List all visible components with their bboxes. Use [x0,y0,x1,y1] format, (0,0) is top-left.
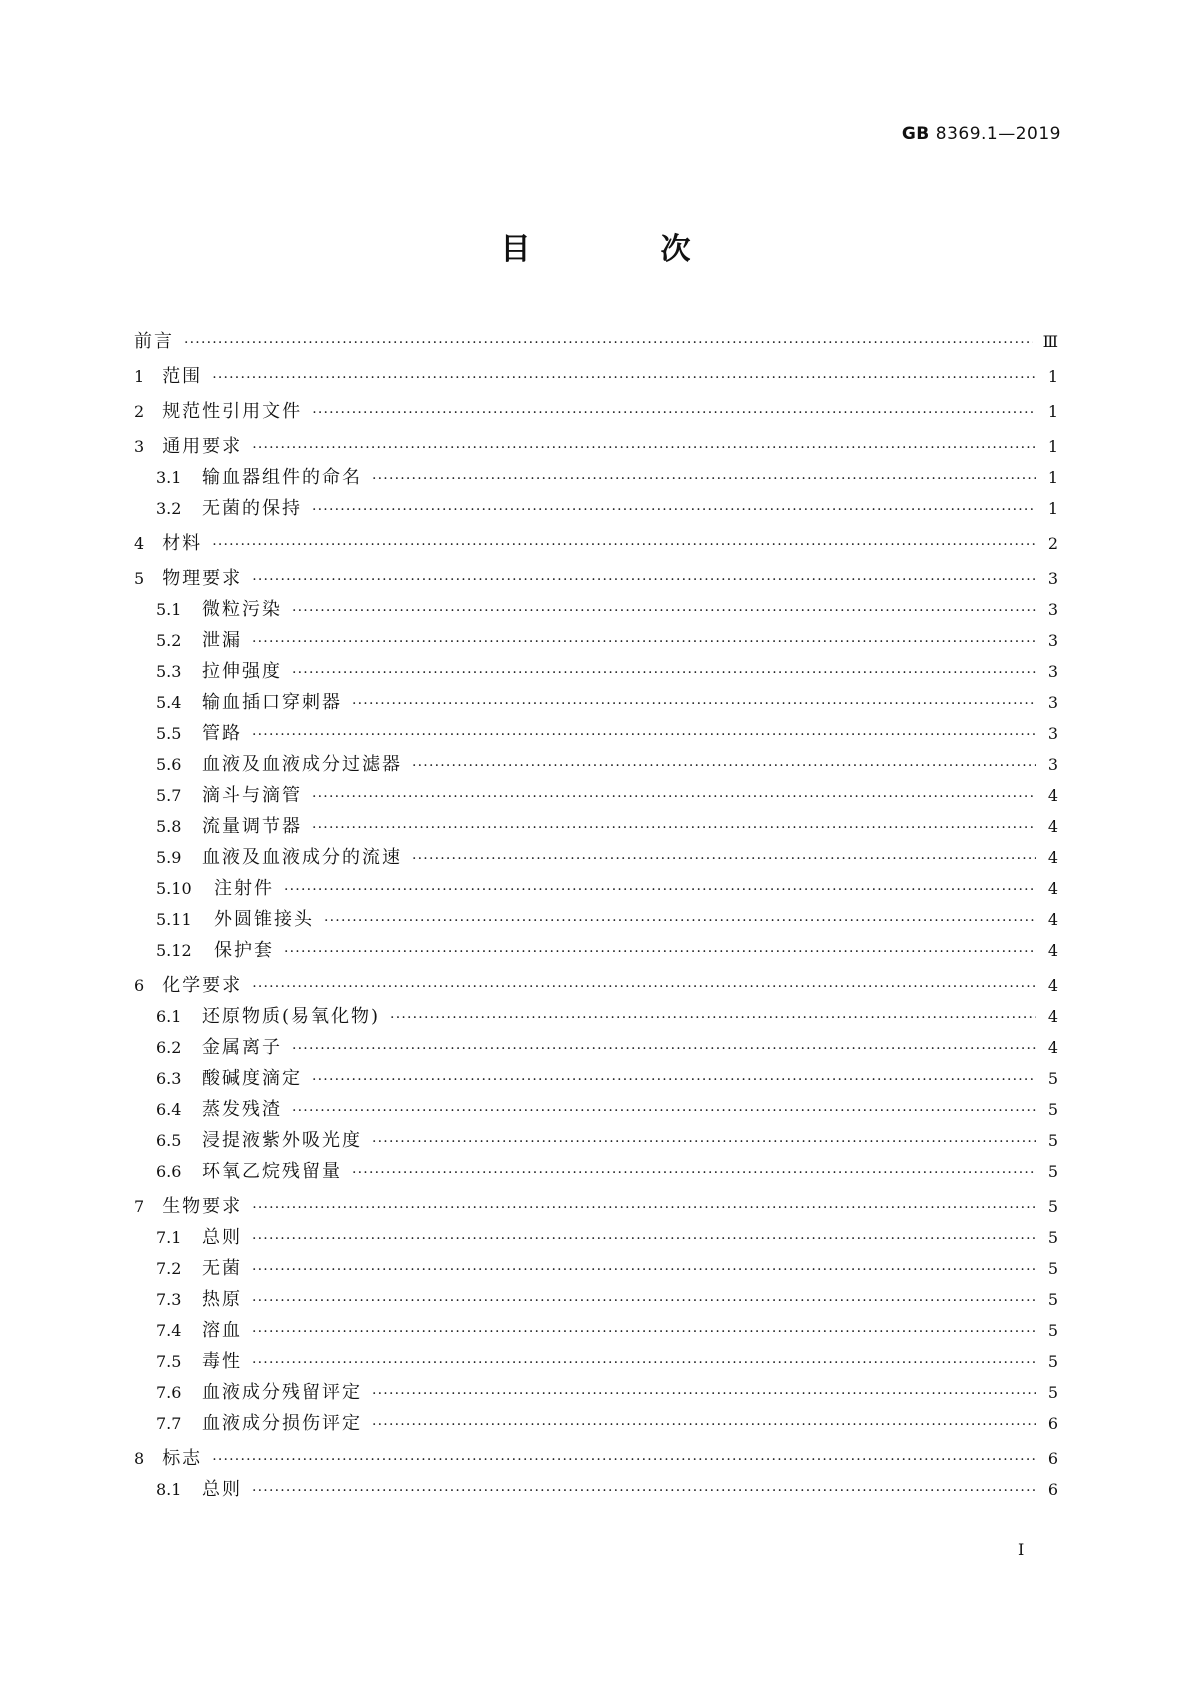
toc-leader-dots [252,565,1036,596]
toc-entry-5-7[interactable] [134,780,1058,811]
toc-entry-page: 5 [1047,1131,1058,1150]
toc-entry-page: 1 [1047,499,1058,518]
toc-entry-number: 6.3 [156,1069,182,1088]
toc-entry-5-6[interactable] [134,749,1058,780]
toc-leader-dots [252,433,1036,464]
toc-entry-number: 5.9 [156,848,182,867]
toc-entry-5-12[interactable] [134,935,1058,966]
toc-entry-number: 5.5 [156,724,182,743]
toc-entry-page: 3 [1047,693,1058,712]
toc-entry-number: 8 [134,1449,145,1468]
toc-entry-6-4[interactable] [134,1094,1058,1125]
table-of-contents [134,326,1058,1505]
toc-entry-7-6[interactable] [134,1377,1058,1408]
toc-leader-dots [372,1379,1036,1410]
toc-entry-label: 生物要求 [162,1196,243,1217]
toc-entry-7-7[interactable] [134,1408,1058,1439]
toc-entry-page: 5 [1047,1162,1058,1181]
toc-entry-5-11[interactable] [134,904,1058,935]
toc-entry-6-1[interactable] [134,1001,1058,1032]
toc-entry-number: 6.6 [156,1162,182,1181]
toc-entry-page: 5 [1047,1290,1058,1309]
toc-entry-number: 7.5 [156,1352,182,1371]
toc-entry-number: 5.3 [156,662,182,681]
toc-entry-label: 还原物质(易氧化物) [202,1006,381,1027]
toc-leader-dots [284,875,1036,906]
toc-entry-number: 5 [134,569,145,588]
toc-entry-page: 6 [1047,1449,1058,1468]
toc-entry-7-5[interactable] [134,1346,1058,1377]
toc-leader-dots [324,906,1036,937]
toc-leader-dots [412,751,1036,782]
toc-leader-dots [252,1193,1036,1224]
toc-entry-page: 5 [1047,1069,1058,1088]
toc-entry-number: 4 [134,534,145,553]
toc-entry-5-5[interactable] [134,718,1058,749]
page-title: 目 次 [500,232,741,267]
toc-entry-preface[interactable] [134,326,1058,357]
toc-leader-dots [312,782,1036,813]
toc-entry-1[interactable] [134,361,1058,392]
toc-entry-page: 5 [1047,1352,1058,1371]
toc-leader-dots [292,1034,1036,1065]
toc-entry-label: 标志 [162,1448,203,1469]
toc-entry-page: 1 [1047,402,1058,421]
toc-entry-number: 6.1 [156,1007,182,1026]
toc-entry-label: 热原 [202,1289,242,1310]
toc-entry-5-9[interactable] [134,842,1058,873]
toc-entry-number: 7.3 [156,1290,182,1309]
toc-entry-7-2[interactable] [134,1253,1058,1284]
toc-leader-dots [390,1003,1036,1034]
toc-entry-2[interactable] [134,396,1058,427]
toc-entry-number: 5.12 [156,941,192,960]
toc-leader-dots [252,627,1036,658]
toc-leader-dots [252,1255,1036,1286]
toc-entry-label: 无菌的保持 [202,498,302,519]
toc-entry-7[interactable] [134,1191,1058,1222]
toc-entry-page: 5 [1047,1100,1058,1119]
toc-leader-dots [284,937,1036,968]
toc-entry-page: 3 [1047,569,1058,588]
toc-entry-number: 3.2 [156,499,182,518]
toc-entry-number: 8.1 [156,1480,182,1499]
toc-leader-dots [292,596,1036,627]
toc-leader-dots [312,398,1036,429]
toc-leader-dots [252,1286,1036,1317]
toc-entry-label: 材料 [162,533,203,554]
toc-entry-8-1[interactable] [134,1474,1058,1505]
toc-entry-label: 泄漏 [202,630,242,651]
toc-entry-label: 浸提液紫外吸光度 [202,1130,362,1151]
toc-leader-dots [252,720,1036,751]
toc-entry-label: 输血器组件的命名 [202,467,362,488]
toc-entry-page: 4 [1047,848,1058,867]
toc-entry-label: 外圆锥接头 [214,909,314,930]
toc-entry-5-10[interactable] [134,873,1058,904]
toc-entry-page: 2 [1047,534,1058,553]
toc-entry-page: 3 [1047,600,1058,619]
toc-leader-dots [252,1476,1036,1507]
toc-entry-page: 5 [1047,1197,1058,1216]
toc-leader-dots [252,1224,1036,1255]
toc-entry-label: 毒性 [202,1351,242,1372]
toc-entry-label: 金属离子 [202,1037,282,1058]
toc-leader-dots [292,658,1036,689]
toc-entry-label: 前言 [134,331,174,352]
toc-entry-page: 4 [1047,786,1058,805]
toc-entry-3-2[interactable] [134,493,1058,524]
toc-entry-label: 物理要求 [162,568,243,589]
toc-entry-label: 注射件 [214,878,274,899]
toc-entry-label: 溶血 [202,1320,242,1341]
toc-entry-label: 血液及血液成分过滤器 [202,754,402,775]
toc-entry-page: 4 [1047,941,1058,960]
toc-entry-number: 7 [134,1197,145,1216]
toc-entry-page: 3 [1047,631,1058,650]
toc-entry-8[interactable] [134,1443,1058,1474]
toc-entry-label: 微粒污染 [202,599,282,620]
toc-leader-dots [252,1317,1036,1348]
toc-entry-label: 血液成分损伤评定 [202,1413,362,1434]
toc-entry-page: 1 [1047,367,1058,386]
toc-entry-label: 血液成分残留评定 [202,1382,362,1403]
toc-entry-label: 滴斗与滴管 [202,785,302,806]
toc-entry-number: 7.4 [156,1321,182,1340]
toc-entry-5[interactable] [134,563,1058,594]
toc-entry-label: 规范性引用文件 [162,401,303,422]
toc-entry-7-4[interactable] [134,1315,1058,1346]
toc-entry-number: 7.7 [156,1414,182,1433]
page-number: I [1018,1540,1025,1559]
toc-leader-dots [312,495,1036,526]
toc-leader-dots [372,1410,1036,1441]
toc-entry-6[interactable] [134,970,1058,1001]
toc-leader-dots [292,1096,1036,1127]
toc-leader-dots [212,530,1036,561]
toc-leader-dots [212,363,1036,394]
toc-entry-label: 血液及血液成分的流速 [202,847,402,868]
toc-entry-6-3[interactable] [134,1063,1058,1094]
toc-entry-5-3[interactable] [134,656,1058,687]
toc-leader-dots [372,464,1036,495]
toc-entry-page: 5 [1047,1228,1058,1247]
toc-entry-number: 7.2 [156,1259,182,1278]
toc-entry-number: 2 [134,402,145,421]
toc-entry-label: 管路 [202,723,242,744]
toc-leader-dots [412,844,1036,875]
toc-entry-label: 范围 [162,366,203,387]
standard-code [902,124,1061,144]
toc-entry-page: 5 [1047,1321,1058,1340]
toc-entry-label: 通用要求 [162,436,243,457]
toc-leader-dots [372,1127,1036,1158]
toc-entry-6-6[interactable] [134,1156,1058,1187]
toc-entry-7-3[interactable] [134,1284,1058,1315]
toc-entry-number: 5.8 [156,817,182,836]
toc-entry-label: 总则 [202,1479,242,1500]
toc-entry-page: 6 [1047,1414,1058,1433]
toc-entry-number: 3 [134,437,145,456]
toc-entry-3[interactable] [134,431,1058,462]
toc-entry-number: 5.2 [156,631,182,650]
toc-entry-number: 5.10 [156,879,192,898]
toc-entry-label: 无菌 [202,1258,242,1279]
toc-entry-6-2[interactable] [134,1032,1058,1063]
toc-entry-number: 7.1 [156,1228,182,1247]
toc-entry-label: 拉伸强度 [202,661,282,682]
toc-entry-page: 4 [1047,879,1058,898]
toc-entry-page: 4 [1047,976,1058,995]
toc-entry-label: 蒸发残渣 [202,1099,282,1120]
toc-entry-number: 5.7 [156,786,182,805]
toc-entry-label: 酸碱度滴定 [202,1068,302,1089]
toc-entry-page: 4 [1047,1038,1058,1057]
toc-entry-4[interactable] [134,528,1058,559]
toc-leader-dots [252,1348,1036,1379]
toc-entry-label: 保护套 [214,940,274,961]
toc-entry-page: 3 [1047,662,1058,681]
toc-entry-label: 环氧乙烷残留量 [202,1161,342,1182]
toc-entry-page: 4 [1047,817,1058,836]
toc-leader-dots [352,689,1036,720]
toc-entry-page: 1 [1047,468,1058,487]
toc-entry-label: 流量调节器 [202,816,302,837]
toc-entry-page: 5 [1047,1259,1058,1278]
toc-leader-dots [312,813,1036,844]
toc-entry-7-1[interactable] [134,1222,1058,1253]
toc-entry-number: 6.2 [156,1038,182,1057]
toc-entry-number: 5.11 [156,910,192,929]
toc-entry-label: 总则 [202,1227,242,1248]
toc-leader-dots [352,1158,1036,1189]
toc-entry-5-1[interactable] [134,594,1058,625]
toc-entry-page: 4 [1047,910,1058,929]
toc-leader-dots [184,328,1033,359]
toc-entry-label: 化学要求 [162,975,243,996]
toc-entry-5-4[interactable] [134,687,1058,718]
standard-number: 8369.1—2019 [935,124,1061,144]
toc-entry-page: Ⅲ [1042,332,1058,351]
toc-leader-dots [312,1065,1036,1096]
toc-leader-dots [212,1445,1036,1476]
toc-entry-page: 5 [1047,1383,1058,1402]
toc-entry-number: 6.5 [156,1131,182,1150]
toc-leader-dots [252,972,1036,1003]
toc-entry-number: 5.4 [156,693,182,712]
toc-entry-page: 1 [1047,437,1058,456]
toc-entry-6-5[interactable] [134,1125,1058,1156]
toc-entry-number: 1 [134,367,145,386]
toc-entry-label: 输血插口穿刺器 [202,692,342,713]
toc-entry-5-2[interactable] [134,625,1058,656]
toc-entry-page: 3 [1047,724,1058,743]
toc-entry-number: 5.1 [156,600,182,619]
toc-entry-page: 3 [1047,755,1058,774]
toc-entry-page: 6 [1047,1480,1058,1499]
toc-entry-3-1[interactable] [134,462,1058,493]
toc-entry-number: 3.1 [156,468,182,487]
toc-entry-5-8[interactable] [134,811,1058,842]
toc-entry-number: 5.6 [156,755,182,774]
toc-entry-number: 6.4 [156,1100,182,1119]
toc-entry-page: 4 [1047,1007,1058,1026]
toc-entry-number: 7.6 [156,1383,182,1402]
toc-entry-number: 6 [134,976,145,995]
standard-prefix: GB [901,124,930,144]
